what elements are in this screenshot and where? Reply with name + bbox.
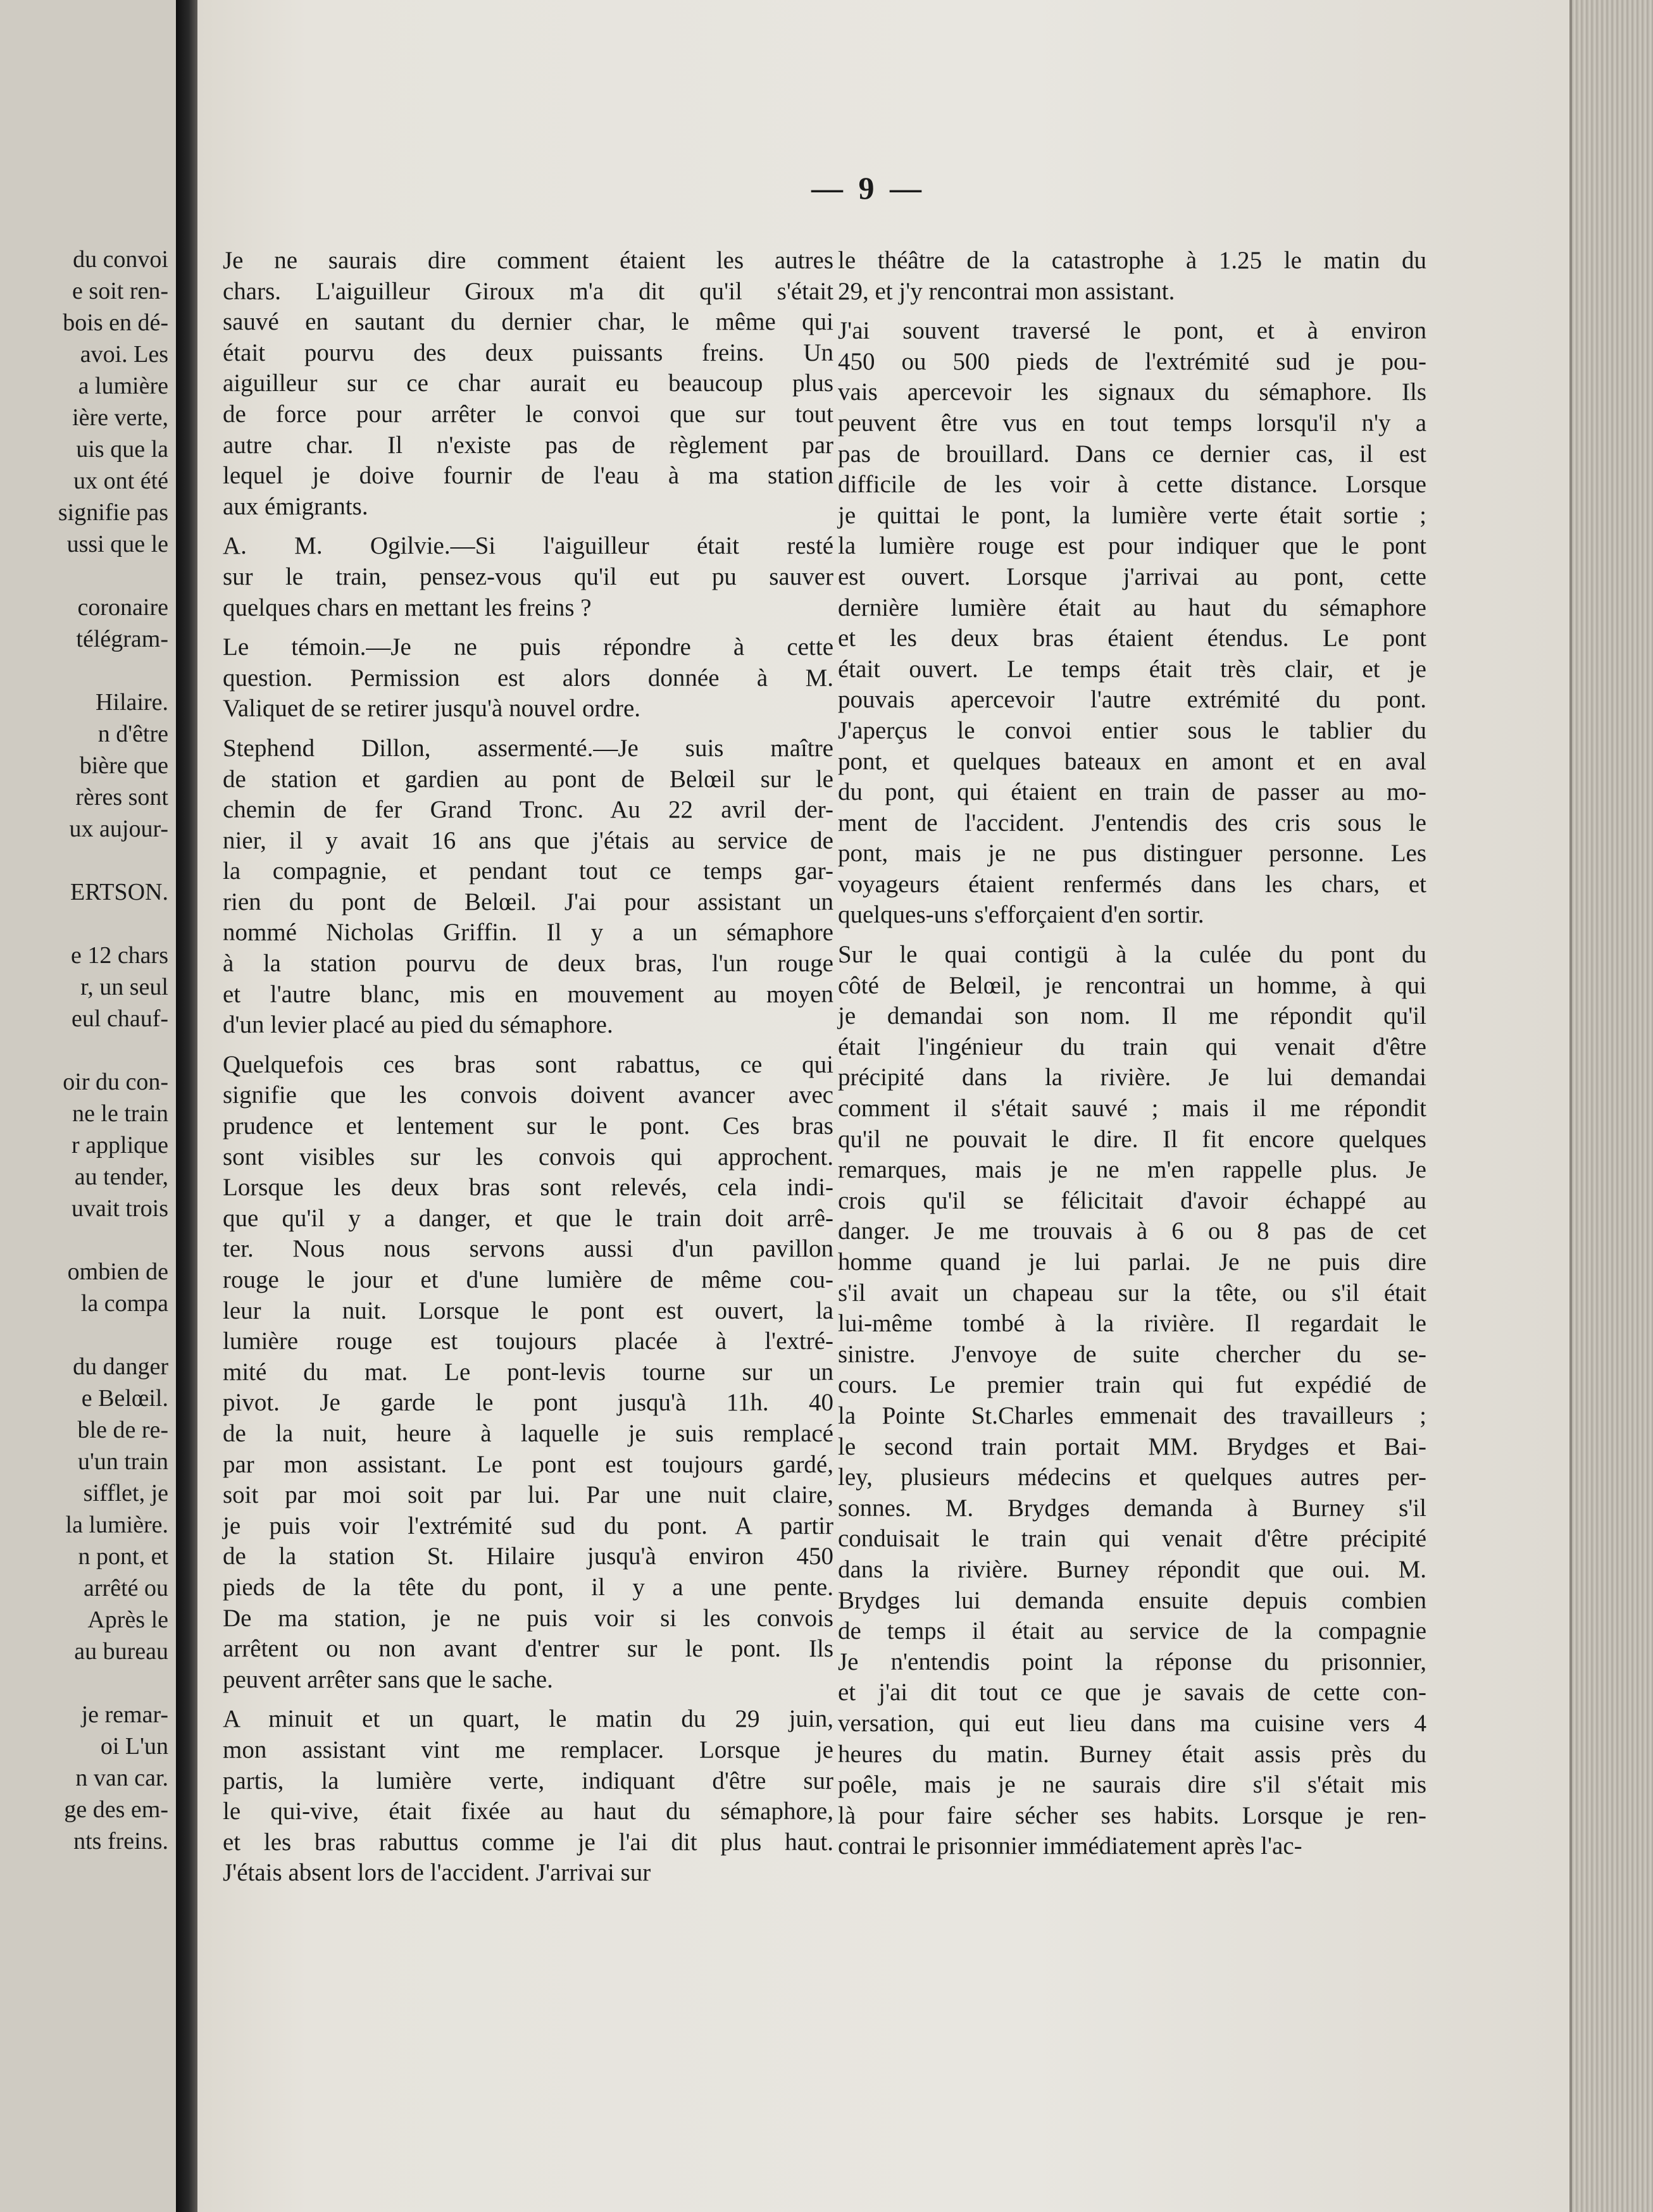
text-line: contrai le prisonnier immédiatement après l'ac- [838,1832,1302,1860]
fragment-line: e soit ren- [72,278,168,304]
fragment-line: r applique [71,1132,168,1159]
fragment-line: ux ont été [73,468,168,494]
text-line: et j'ai dit tout ce que je savais de cette con- [838,1679,1426,1706]
fragment-line: eul chauf- [72,1005,168,1032]
fragment-line: télégram- [76,626,168,652]
paragraph [223,245,833,522]
fragment-line: sifflet, je [83,1480,168,1507]
text-line: ley, plusieurs médecins et quelques autres per- [838,1463,1426,1491]
text-line: lui-même tombé à la rivière. Il regardait le [838,1310,1426,1338]
text-line: pas de brouillard. Dans ce dernier cas, il est [838,440,1426,468]
text-line: mité du mat. Le pont-levis tourne sur un [223,1358,833,1386]
text-line: A. M. Ogilvie.—Si l'aiguilleur était resté [223,532,833,560]
text-column-left [223,245,833,1889]
text-line: la compagnie, et pendant tout ce temps gar- [223,857,833,885]
text-line: versation, qui eut lieu dans ma cuisine vers 4 [838,1709,1426,1737]
text-line: Sur le quai contigü à la culée du pont du [838,941,1426,969]
paragraph-gap [223,522,833,531]
text-line: le second train portait MM. Brydges et Bai- [838,1432,1426,1460]
text-line: du pont, qui étaient en train de passer au mo- [838,778,1426,806]
text-line: comment il s'était sauvé ; mais il me répondit [838,1095,1426,1122]
text-line: le théâtre de la catastrophe à 1.25 le matin du [838,247,1426,274]
fragment-line: e Belœil. [81,1385,168,1412]
paragraph-gap [223,1041,833,1050]
text-line: A minuit et un quart, le matin du 29 juin, [223,1705,833,1733]
text-line: crois qu'il se félicitait d'avoir échappé au [838,1186,1426,1214]
fragment-line: ière verte, [72,404,168,431]
text-line: De ma station, je ne puis voir si les convois [223,1604,833,1632]
fragment-line: la compa [80,1290,168,1317]
paragraph [223,1050,833,1695]
text-line: chars. L'aiguilleur Giroux m'a dit qu'il s'était [223,277,833,305]
text-line: danger. Je me trouvais à 6 ou 8 pas de cet [838,1217,1426,1245]
text-line: pont, et quelques bateaux en amont et en aval [838,747,1426,775]
text-line: et l'autre blanc, mis en mouvement au moyen [223,980,833,1008]
text-line: Quelquefois ces bras sont rabattus, ce qui [223,1050,833,1078]
fragment-line [4,1319,168,1351]
text-line: pont, mais je ne pus distinguer personne. Les [838,840,1426,867]
page-number: — 9 — [811,170,925,206]
text-line: était l'ingénieur du train qui venait d'être [838,1033,1426,1060]
text-line: Lorsque les deux bras sont relevés, cela indi- [223,1174,833,1202]
text-line: Valiquet de se retirer jusqu'à nouvel ordre. [223,695,641,723]
fragment-line: avoi. Les [80,341,168,368]
fragment-line: signifie pas [58,499,168,526]
text-line: conduisait le train qui venait d'être précipité [838,1525,1426,1553]
fragment-line [4,845,168,876]
previous-page-fragment [0,0,176,2212]
text-line: ment de l'accident. J'entendis des cris sous le [838,809,1426,836]
text-line: sont visibles sur les convois qui approchent. [223,1143,833,1171]
text-line: voyageurs étaient renfermés dans les chars, et [838,870,1426,898]
text-line: sinistre. J'envoye de suite chercher du se- [838,1340,1426,1368]
text-line: J'étais absent lors de l'accident. J'arrivai sur [223,1859,651,1887]
paragraph-gap [838,931,1426,940]
fragment-line: uis que la [76,436,168,463]
fragment-line: coronaire [77,594,168,621]
fragment-line: au bureau [74,1638,168,1665]
text-line: aiguilleur sur ce char aurait eu beaucoup plus [223,370,833,397]
fragment-line: oi L'un [100,1733,168,1760]
text-line: pieds de la tête du pont, il y a une pente. [223,1573,833,1601]
text-line: quelques chars en mettant les freins ? [223,593,592,621]
text-line: poêle, mais je ne saurais dire s'il s'était mis [838,1771,1426,1799]
text-line: de force pour arrêter le convoi que sur tout [223,400,833,428]
text-line: est ouvert. Lorsque j'arrivai au pont, cette [838,562,1426,590]
fragment-line: n van car. [75,1765,168,1791]
text-line: pouvais apercevoir l'autre extrémité du pont. [838,686,1426,714]
paragraph [838,245,1426,307]
fragment-line: n d'être [97,721,168,747]
fragment-line: ux aujour- [69,816,168,842]
text-line: cours. Le premier train qui fut expédié de [838,1371,1426,1399]
fragment-line: ussi que le [66,531,168,557]
paragraph-gap [223,623,833,632]
text-line: ter. Nous nous servons aussi d'un pavillon [223,1235,833,1263]
paragraph [223,632,833,724]
fragment-line: r, un seul [80,974,168,1000]
fragment-line: rères sont [75,784,168,811]
text-line: rien du pont de Belœil. J'ai pour assistant un [223,888,833,916]
book-gutter [176,0,197,2212]
text-line: sur le train, pensez-vous qu'il eut pu sauver [223,562,833,590]
fragment-line: n pont, et [78,1543,168,1570]
text-line: là pour faire sécher ses habits. Lorsque je ren- [838,1801,1426,1829]
fragment-line: a lumière [78,373,168,399]
text-line: je demandai son nom. Il me répondit qu'il [838,1002,1426,1030]
fragment-line: Après le [87,1606,168,1633]
text-line: par mon assistant. Le pont est toujours gardé, [223,1450,833,1478]
text-line: de station et gardien au pont de Belœil sur le [223,765,833,793]
fragment-line [4,1035,168,1066]
fragment-line [4,1224,168,1256]
text-line: Le témoin.—Je ne puis répondre à cette [223,633,833,661]
text-line: côté de Belœil, je rencontrai un homme, à qui [838,971,1426,999]
text-line: dernière lumière était au haut du sémaphore [838,593,1426,621]
text-line: Brydges lui demanda ensuite depuis combien [838,1586,1426,1614]
text-line: s'il avait un chapeau sur la tête, ou s'il était [838,1279,1426,1307]
text-line: autre char. Il n'existe pas de règlement par [223,431,833,459]
text-line: Stephend Dillon, assermenté.—Je suis maître [223,734,833,762]
fragment-line: ge des em- [64,1796,168,1823]
text-line: quelques-uns s'efforçaient d'en sortir. [838,901,1204,929]
text-line: lumière rouge est toujours placée à l'extré- [223,1327,833,1355]
text-line: Je ne saurais dire comment étaient les autres [223,247,833,274]
text-line: de la station St. Hilaire jusqu'à environ 450 [223,1543,833,1570]
text-line: la lumière rouge est pour indiquer que le pont [838,532,1426,560]
text-line: rouge le jour et d'une lumière de même cou- [223,1266,833,1293]
fragment-line: uvait trois [71,1195,168,1222]
text-line: Je n'entendis point la réponse du prisonnier, [838,1648,1426,1675]
fragment-line: du danger [73,1353,168,1380]
fragment-line [4,1667,168,1699]
fragment-line: je remar- [81,1701,168,1728]
fragment-line: Hilaire. [95,689,168,716]
text-line: partis, la lumière verte, indiquant d'être sur [223,1767,833,1794]
text-line: heures du matin. Burney était assis près du [838,1740,1426,1768]
fragment-line: ble de re- [77,1417,168,1443]
text-line: difficile de les voir à cette distance. Lorsque [838,471,1426,499]
text-line: mon assistant vint me remplacer. Lorsque je [223,1736,833,1763]
book-page [197,0,1569,2212]
text-line: je puis voir l'extrémité sud du pont. A partir [223,1512,833,1539]
text-line: 29, et j'y rencontrai mon assistant. [838,277,1175,305]
text-line: la Pointe St.Charles emmenait des travailleurs ; [838,1401,1426,1429]
paragraph [223,733,833,1041]
text-line: qu'il ne pouvait le dire. Il fit encore quelques [838,1125,1426,1153]
text-line: lequel je doive fournir de l'eau à ma station [223,462,833,490]
fragment-line: nts freins. [73,1828,168,1855]
text-line: chemin de fer Grand Tronc. Au 22 avril der- [223,796,833,824]
fragment-line: ne le train [72,1100,168,1127]
paragraph-gap [223,1695,833,1704]
fragment-line: ombien de [67,1258,168,1285]
text-line: était ouvert. Le temps était très clair, et je [838,655,1426,683]
text-line: question. Permission est alors donnée à M. [223,664,833,692]
text-line: je quittai le pont, la lumière verte était sortie ; [838,501,1426,529]
paragraph [838,316,1426,931]
fragment-line: au tender, [74,1164,168,1190]
text-line: prudence et lentement sur le pont. Ces bras [223,1112,833,1140]
text-line: signifie que les convois doivent avancer avec [223,1081,833,1109]
paragraph-gap [838,307,1426,316]
text-line: aux émigrants. [223,492,368,520]
text-line: peuvent arrêter sans que le sache. [223,1665,553,1693]
text-line: leur la nuit. Lorsque le pont est ouvert, la [223,1296,833,1324]
text-line: sonnes. M. Brydges demanda à Burney s'il [838,1494,1426,1522]
fragment-line: bois en dé- [63,309,168,336]
text-line: 450 ou 500 pieds de l'extrémité sud je pou- [838,347,1426,375]
fragment-line [4,655,168,687]
text-line: de la nuit, heure à laquelle je suis remplacé [223,1419,833,1447]
text-line: dans la rivière. Burney répondit que oui. M. [838,1555,1426,1583]
text-line: soit par moi soit par lui. Par une nuit claire, [223,1481,833,1509]
text-line: homme quand je lui parlai. Je ne puis dire [838,1248,1426,1276]
text-line: était pourvu des deux puissants freins. Un [223,339,833,366]
fragment-line: u'un train [78,1448,168,1475]
text-line: peuvent être vus en tout temps lorsqu'il n'y a [838,409,1426,437]
text-line: vais apercevoir les signaux du sémaphore. Ils [838,378,1426,406]
text-line: de temps il était au service de la compagnie [838,1617,1426,1645]
fragment-line [4,560,168,592]
text-column-right [838,245,1426,1862]
paragraph-gap [223,724,833,733]
text-line: arrêtent ou non avant d'entrer sur le pont. Ils [223,1635,833,1663]
text-line: d'un levier placé au pied du sémaphore. [223,1011,613,1039]
fragment-line: oir du con- [63,1069,168,1095]
text-line: J'aperçus le convoi entier sous le tablier du [838,716,1426,744]
page-stack-edge [1569,0,1653,2212]
fragment-line: arrêté ou [84,1575,168,1601]
text-line: précipité dans la rivière. Je lui demandai [838,1064,1426,1091]
fragment-line: ERTSON. [70,879,168,905]
text-line: pivot. Je garde le pont jusqu'à 11h. 40 [223,1389,833,1417]
text-line: et les bras rabuttus comme je l'ai dit plus haut. [223,1828,833,1856]
fragment-line [4,908,168,940]
paragraph [223,1704,833,1889]
text-line: J'ai souvent traversé le pont, et à environ [838,317,1426,345]
text-line: le qui-vive, était fixée au haut du sémaphore, [223,1798,833,1825]
paragraph [838,940,1426,1862]
fragment-line: e 12 chars [70,942,168,969]
text-line: à la station pourvu de deux bras, l'un rouge [223,950,833,978]
fragment-line: bière que [79,752,168,779]
fragment-line: du convoi [73,246,168,273]
text-line: nommé Nicholas Griffin. Il y a un sémaphore [223,919,833,947]
fragment-line: la lumière. [65,1512,168,1538]
previous-page-column [4,244,168,1857]
text-line: nier, il y avait 16 ans que j'étais au service de [223,826,833,854]
text-line: remarques, mais je ne m'en rappelle plus. Je [838,1156,1426,1184]
text-line: et les deux bras étaient étendus. Le pont [838,624,1426,652]
text-line: que qu'il y a danger, et que le train doit arrê- [223,1204,833,1232]
paragraph [223,531,833,623]
text-line: sauvé en sautant du dernier char, le même qui [223,308,833,336]
